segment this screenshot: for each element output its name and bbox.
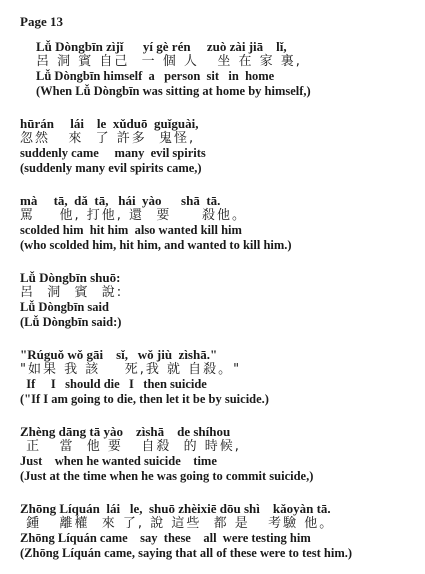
translation-line: (Lǚ Dòngbīn said:) bbox=[20, 315, 122, 329]
translation-line: (Just at the time when he was going to commit suicide,) bbox=[20, 469, 314, 483]
chinese-line: "如果 我 該 死,我 就 自殺。" bbox=[20, 362, 242, 377]
chinese-line: 呂 洞 賓 說: bbox=[20, 285, 124, 300]
gloss-line: If I should die I then suicide bbox=[20, 377, 207, 391]
stanza-1 bbox=[20, 39, 411, 99]
pinyin-line: hūrán lái le xǔduō guǐguài, bbox=[20, 116, 199, 131]
chinese-line: 罵 他, 打他, 還 要 殺他。 bbox=[20, 208, 247, 223]
pinyin-line: Zhōng Líquán lái le, shuō zhèixiē dōu shì kǎoyàn tā. bbox=[20, 501, 331, 516]
pinyin-line: Lǚ Dòngbīn shuō: bbox=[20, 270, 121, 285]
gloss-line: Zhōng Líquán came say these all were testing him bbox=[20, 531, 311, 545]
gloss-line: Lǚ Dòngbīn said bbox=[20, 300, 109, 314]
chinese-line: 正 當 他 要 自殺 的 時候, bbox=[20, 439, 241, 454]
stanza-2 bbox=[20, 116, 411, 176]
pinyin-line: Zhèng dāng tā yào zìshā de shíhou bbox=[20, 424, 231, 439]
translation-line: (When Lǚ Dòngbīn was sitting at home by himself,) bbox=[36, 84, 311, 98]
pinyin-line: mà tā, dǎ tā, hái yào shā tā. bbox=[20, 193, 221, 208]
chinese-line: 忽然 來 了 許多 鬼怪, bbox=[20, 131, 196, 146]
gloss-line: Just when he wanted suicide time bbox=[20, 454, 217, 468]
chinese-line: 呂 洞 賓 自己 一 個 人 坐 在 家 裏, bbox=[36, 54, 302, 69]
stanza-3 bbox=[20, 193, 411, 253]
gloss-line: suddenly came many evil spirits bbox=[20, 146, 206, 160]
pinyin-line: Lǚ Dòngbīn zìjǐ yí gè rén zuò zài jiā lǐ, bbox=[36, 39, 287, 54]
translation-line: (Zhōng Líquán came, saying that all of these were to test him.) bbox=[20, 546, 353, 560]
stanza-7 bbox=[20, 501, 411, 561]
translation-line: ("If I am going to die, then let it be by suicide.) bbox=[20, 392, 269, 406]
page-number: Page 13 bbox=[20, 14, 63, 29]
pinyin-line: "Rúguǒ wǒ gāi sǐ, wǒ jiù zìshā." bbox=[20, 347, 218, 362]
translation-line: (suddenly many evil spirits came,) bbox=[20, 161, 202, 175]
stanza-5 bbox=[20, 347, 411, 407]
stanza-6 bbox=[20, 424, 411, 484]
gloss-line: scolded him hit him also wanted kill him bbox=[20, 223, 242, 237]
chinese-line: 鍾 離權 來 了, 說 這些 都 是 考驗 他。 bbox=[20, 516, 335, 531]
gloss-line: Lǚ Dòngbīn himself a person sit in home bbox=[36, 69, 275, 83]
translation-line: (who scolded him, hit him, and wanted to kill him.) bbox=[20, 238, 292, 252]
stanza-4 bbox=[20, 270, 411, 330]
